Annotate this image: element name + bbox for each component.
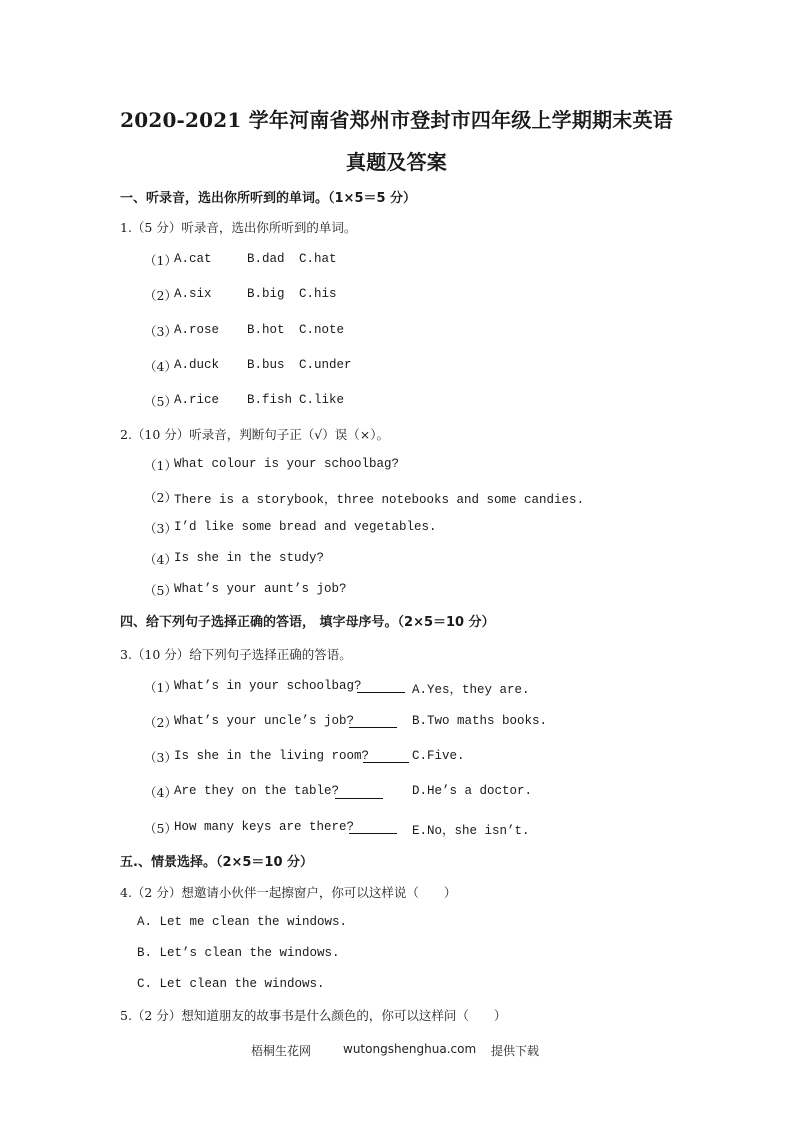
section-heading-matching: 四、给下列句子选择正确的答语， 填字母序号。（2×5＝10 分） [120, 615, 495, 630]
option-c: C.note [299, 323, 345, 337]
option-c: C.like [299, 393, 345, 407]
answer-option: A.Yes，they are. [412, 683, 530, 697]
answer-blank[interactable] [349, 833, 397, 834]
item-number: （5） [144, 821, 177, 836]
sentence: Is she in the study? [174, 551, 325, 565]
item-number: （1） [144, 458, 177, 473]
option-a: A.cat [174, 252, 212, 266]
option-b: B.hot [247, 323, 285, 337]
question-5-stem: 5.（2 分）想知道朋友的故事书是什么颜色的，你可以这样问（ ） [120, 1008, 507, 1023]
option-a: A. Let me clean the windows. [137, 915, 348, 929]
question-4-stem: 4.（2 分）想邀请小伙伴一起擦窗户，你可以这样说（ ） [120, 885, 457, 900]
answer-option: B.Two maths books. [412, 714, 548, 728]
answer-option: D.He’s a doctor. [412, 784, 533, 798]
sentence: What’s your aunt’s job? [174, 582, 347, 596]
option-b: B.big [247, 287, 285, 301]
item-number: （5） [144, 394, 177, 409]
document-title-line1: 2020-2021 学年河南省郑州市登封市四年级上学期期末英语 [120, 108, 673, 132]
footer-url[interactable]: wutongshenghua.com [343, 1042, 477, 1056]
question-text: How many keys are there? [174, 820, 355, 834]
answer-option: E.No，she isn’t. [412, 824, 530, 838]
option-c: C.under [299, 358, 352, 372]
section-heading-listening: 一、听录音，选出你所听到的单词。（1×5＝5 分） [120, 191, 417, 206]
answer-blank[interactable] [357, 692, 405, 693]
option-b: B.bus [247, 358, 285, 372]
sentence: What colour is your schoolbag? [174, 457, 400, 471]
option-a: A.six [174, 287, 212, 301]
item-number: （2） [144, 288, 177, 303]
question-text: What’s in your schoolbag? [174, 679, 362, 693]
option-c: C.his [299, 287, 337, 301]
option-a: A.duck [174, 358, 220, 372]
option-b: B.dad [247, 252, 285, 266]
answer-blank[interactable] [335, 798, 383, 799]
item-number: （2） [144, 715, 177, 730]
option-c: C.hat [299, 252, 337, 266]
section-heading-situational: 五.、情景选择。（2×5＝10 分） [120, 855, 314, 870]
option-b: B. Let’s clean the windows. [137, 946, 340, 960]
item-number: （5） [144, 583, 177, 598]
item-number: （3） [144, 750, 177, 765]
question-2-stem: 2.（10 分）听录音，判断句子正（√）误（×）。 [120, 427, 389, 442]
item-number: （4） [144, 552, 177, 567]
answer-blank[interactable] [363, 762, 409, 763]
question-text: Is she in the living room? [174, 749, 370, 763]
footer-site-name: 梧桐生花网 [251, 1044, 312, 1058]
item-number: （3） [144, 521, 177, 536]
document-title-line2: 真题及答案 [346, 150, 447, 174]
option-b: B.fish [247, 393, 293, 407]
option-a: A.rice [174, 393, 220, 407]
item-number: （1） [144, 680, 177, 695]
sentence: I’d like some bread and vegetables. [174, 520, 437, 534]
item-number: （1） [144, 253, 177, 268]
item-number: （3） [144, 324, 177, 339]
item-number: （4） [144, 785, 177, 800]
question-3-stem: 3.（10 分）给下列句子选择正确的答语。 [120, 647, 352, 662]
item-number: （4） [144, 359, 177, 374]
question-text: Are they on the table? [174, 784, 340, 798]
footer-note: 提供下载 [491, 1044, 540, 1058]
sentence: There is a storybook，three notebooks and some candies. [174, 493, 585, 507]
answer-option: C.Five. [412, 749, 465, 763]
option-c: C. Let clean the windows. [137, 977, 325, 991]
item-number: （2） [144, 490, 177, 505]
option-a: A.rose [174, 323, 220, 337]
question-text: What’s your uncle’s job? [174, 714, 355, 728]
answer-blank[interactable] [349, 727, 397, 728]
question-1-stem: 1.（5 分）听录音，选出你所听到的单词。 [120, 220, 357, 235]
